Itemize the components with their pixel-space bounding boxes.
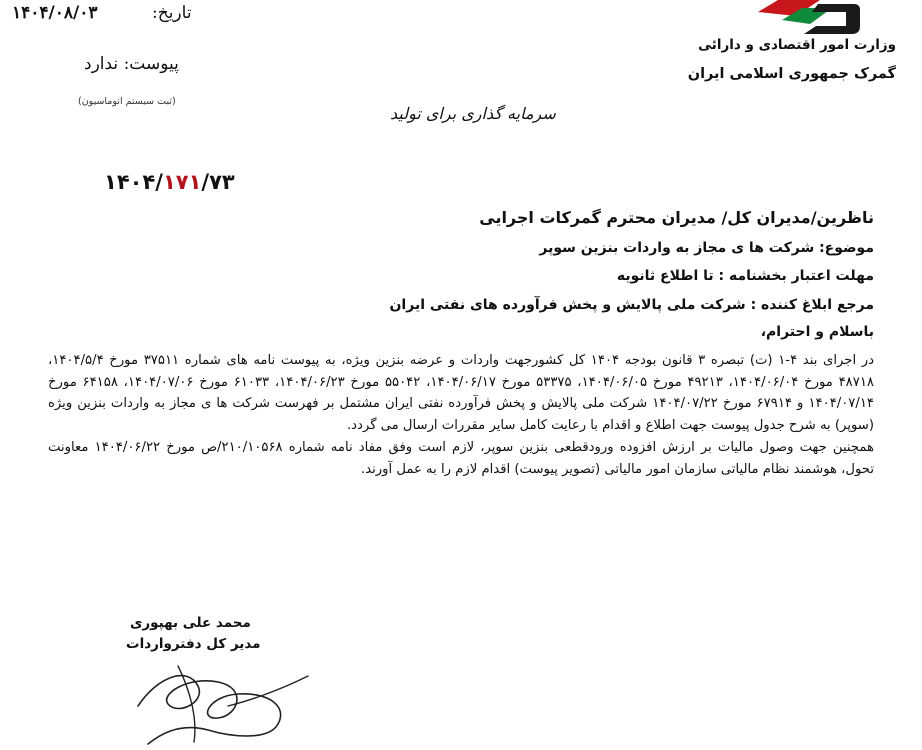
letter-body (48, 350, 874, 480)
signer-name: محمد علی بهپوری (130, 615, 251, 631)
letter-number-serial: ۱۷۱ (162, 170, 202, 194)
signer-title: مدیر کل دفترواردات (126, 636, 261, 652)
letter-number-office: /۷۳ (201, 170, 235, 194)
date-value: ۱۴۰۴/۰۸/۰۳ (12, 3, 98, 23)
attachment-value: ندارد (84, 54, 119, 74)
greeting-line: باسلام و احترام، (760, 324, 874, 340)
subject-line: موضوع: شرکت ها ی مجاز به واردات بنزین سوپر (539, 240, 874, 256)
issuer-line: مرجع ابلاغ کننده : شرکت ملی پالایش و پخش فرآورده های نفتی ایران (389, 297, 874, 313)
validity-line: مهلت اعتبار بخشنامه : تا اطلاع ثانویه (616, 268, 874, 284)
date-label: تاریخ: (152, 3, 192, 23)
body-paragraph-1: در اجرای بند ۴-۱ (ت) تبصره ۳ قانون بودجه ۱۴۰۴ کل کشورجهت واردات و عرضه بنزین ویژه، به پیوست نامه های شماره ۳۷۵۱۱ مورخ ۱۴۰۴/۵/۴، ۴۸۷۱۸ مورخ ۱۴۰۴/۰۶/۰۴، ۴۹۲۱۳ مورخ ۱۴۰۴/۰۶/۰۵، ۵۳۳۷۵ مورخ ۱۴۰۴/۰۶/۱۷، ۵۵۰۴۲ مورخ ۱۴۰۴/۰۶/۲۳، ۶۱۰۳۳ مورخ ۱۴۰۴/۰۷/۰۶، ۶۴۱۵۸ مورخ ۱۴۰۴/۰۷/۱۴ و ۶۷۹۱۴ مورخ ۱۴۰۴/۰۷/۲۲ شرکت ملی پالایش و پخش فرآورده نفتی ایران مشتمل بر فهرست شرکت ها ی مجاز به واردات بنزین ویژه (سوپر) به شرح جدول پیوست جهت اطلاع و اقدام با رعایت کامل سایر مقررات ارسال می گردد. (48, 353, 875, 434)
customs-logo-icon (758, 0, 860, 34)
slogan: سرمایه گذاری برای تولید (390, 104, 556, 123)
ministry-name: وزارت امور اقتصادی و دارائی (698, 37, 896, 53)
handwritten-signature-icon (118, 646, 318, 750)
attachment-line (84, 54, 179, 74)
automation-note: (ثبت سیستم اتوماسیون) (78, 96, 176, 107)
attachment-label: پیوست: (123, 54, 179, 74)
recipient-line: ناظرین/مدیران کل/ مدیران محترم گمرکات اجرایی (479, 208, 874, 227)
letter-number-year: ۱۴۰۴/ (104, 170, 163, 194)
letter-number (104, 170, 235, 194)
body-paragraph-2: همچنین جهت وصول مالیات بر ارزش افزوده ورودقطعی بنزین سوپر، لازم است وفق مفاد نامه شماره ۲۱۰/۱۰۵۶۸/ص مورخ ۱۴۰۴/۰۶/۲۲ معاونت تحول، هوشمند نظام مالیاتی سازمان امور مالیاتی (تصویر پیوست) اقدام لازم را به عمل آورند. (48, 439, 874, 477)
organization-name: گمرک جمهوری اسلامی ایران (687, 66, 896, 82)
